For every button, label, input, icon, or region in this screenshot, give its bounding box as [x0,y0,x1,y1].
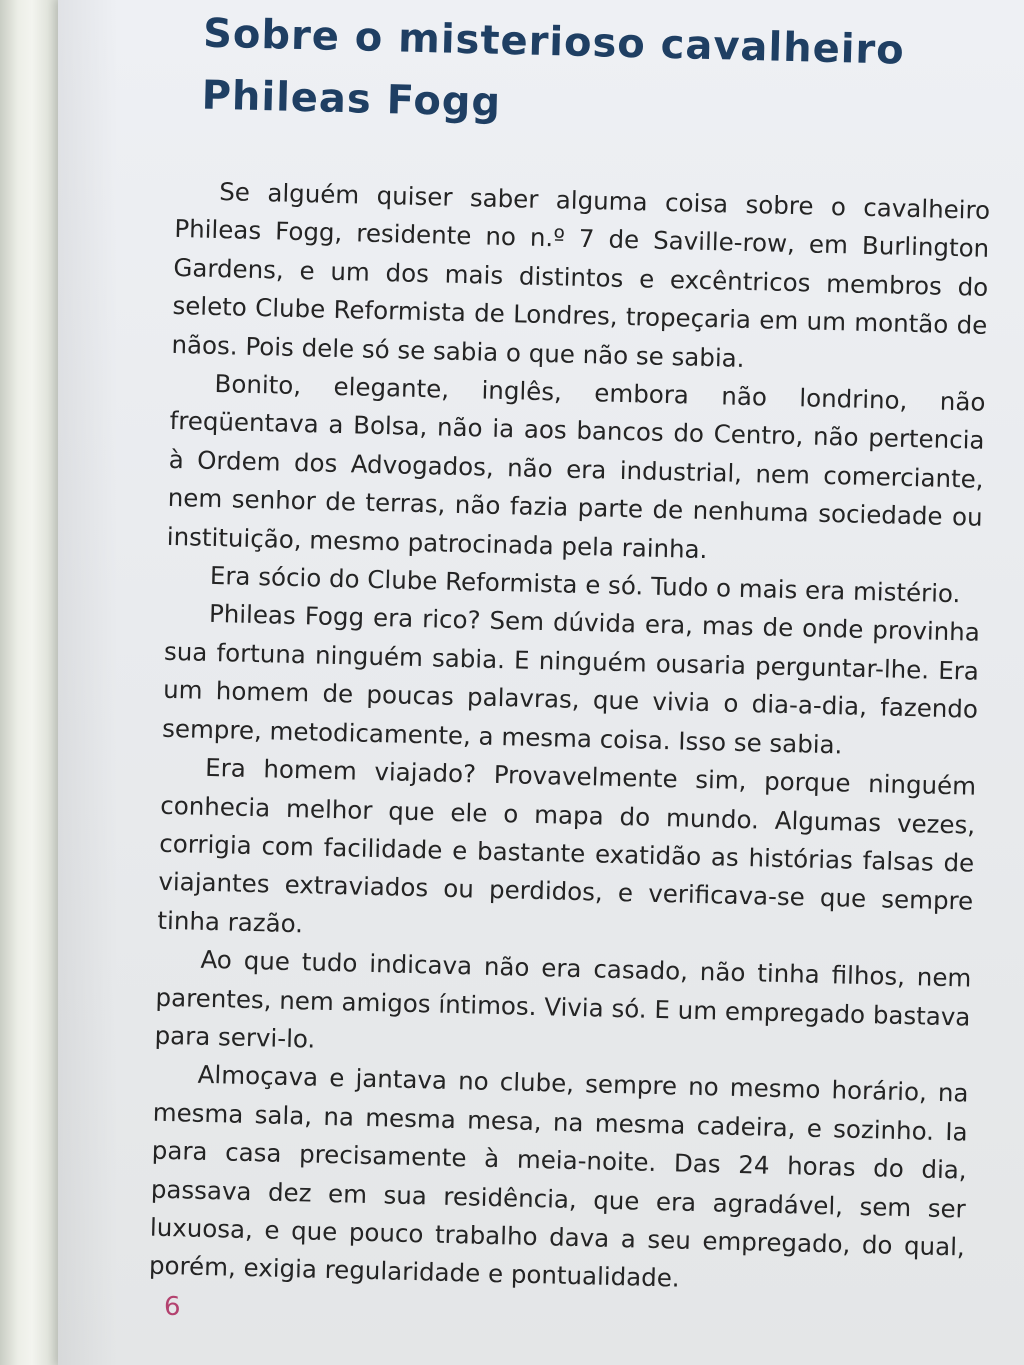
body-text [149,172,991,1305]
chapter-title-line-2: Phileas Fogg [201,72,502,126]
paragraph-5: Era homem viajado? Provavelmente sim, porque ninguém conhecia melhor que ele o mapa do mundo. Algumas vezes, corrigia com facilidade e bastante exatidão as histórias falsas de viajantes extraviados ou perdidos, e verificava-se que sempre tinha razão. [157,752,977,938]
chapter-title [177,0,995,146]
paragraph-6: Ao que tudo indicava não era casado, não tinha filhos, nem parentes, nem amigos íntimos. Vivia só. E um empregado bastava para servi-lo. [154,944,972,1054]
paragraph-7: Almoçava e jantava no clube, sempre no mesmo horário, na mesma sala, na mesma mesa, na mesma cadeira, e sozinho. Ia para casa precisamente à meia-noite. Das 24 horas do dia, passava dez em sua residência, que era agradável, sem ser luxuosa, e que pouco trabalho dava a seu empregado, do qual, porém, exigia regularidade e pontualidade. [148,1060,969,1293]
page-number: 6 [164,1292,181,1322]
paragraph-3: Era sócio do Clube Reformista e só. Tudo o mais era mistério. [209,560,961,609]
book-edge [0,0,60,1365]
chapter-title-line-1: Sobre o misterioso cavalheiro [202,10,906,74]
paragraph-4: Phileas Fogg era rico? Sem dúvida era, mas de onde provinha sua fortuna ninguém sabia. E ninguém ousaria perguntar-lhe. Era um homem de poucas palavras, que vivia o dia-a-dia, fazendo sempre, metodicamente, a mesma coisa. Isso se sabia. [161,599,981,760]
paragraph-2: Bonito, elegante, inglês, embora não londrino, não freqüentava a Bolsa, não ia aos bancos do Centro, não pertencia à Ordem dos Advogados, não era industrial, nem comerciante, nem senhor de terras, não fazia parte de nenhuma sociedade ou instituição, mesmo patrocinada pela rainha. [166,368,986,564]
page-gutter-shadow [58,0,118,1365]
paragraph-1: Se alguém quiser saber alguma coisa sobre o cavalheiro Phileas Fogg, residente no n.º 7 de Saville-row, em Burlington Gardens, e um dos mais distintos e excêntricos membros do seleto Clube Reformista de Londres, tropeçaria em um montão de nãos. Pois dele só se sabia o que não se sabia. [171,177,991,373]
page-content [149,0,995,1305]
